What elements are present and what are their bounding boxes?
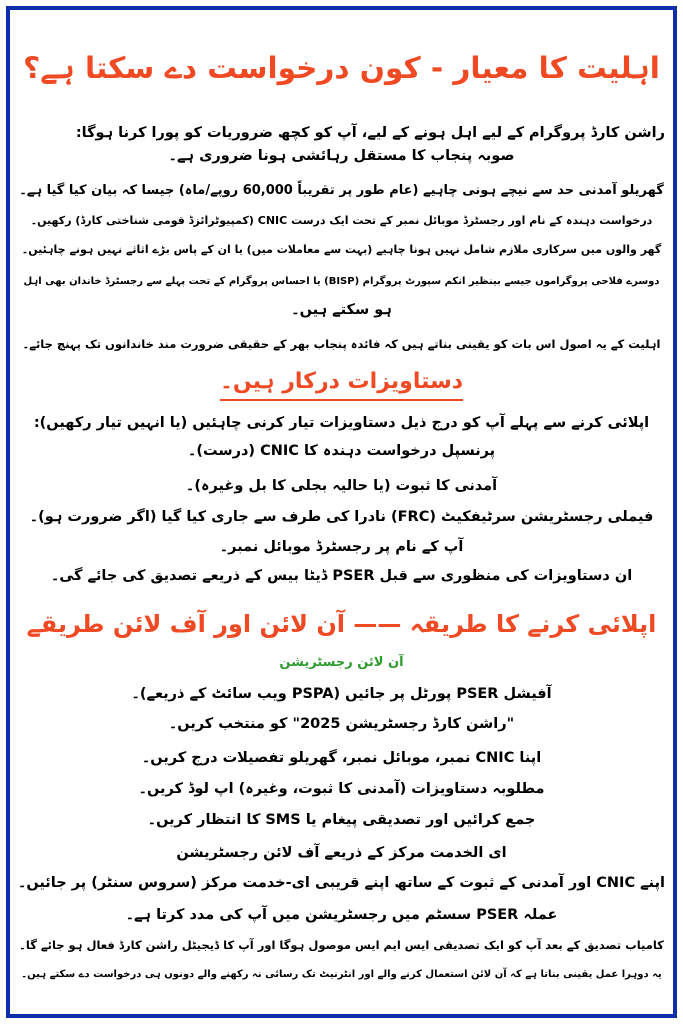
eligibility-item: گھر والوں میں سرکاری ملازم شامل نہیں ہونا چاہیے (بہت سے معاملات میں) یا ان کے پاس بڑے اثاثے نہیں ہونے چاہئیں۔ xyxy=(21,243,662,256)
eligibility-item: ہو سکتے ہیں۔ xyxy=(291,302,392,318)
apply-outro: کامیاب تصدیق کے بعد آپ کو ایک تصدیقی ایس ایم ایس موصول ہوگا اور آپ کا ڈیجیٹل راشن کارڈ فعال ہو جائے گا۔ xyxy=(19,938,664,952)
documents-heading-text: دستاویزات درکار ہیں۔ xyxy=(220,367,463,401)
apply-heading: اپلائی کرنے کا طریقہ —— آن لائن اور آف لائن طریقے xyxy=(26,610,657,638)
apply-step: اپنا CNIC نمبر، موبائل نمبر، گھریلو تفصیلات درج کریں۔ xyxy=(141,750,542,766)
document-item: فیملی رجسٹریشن سرٹیفکیٹ (FRC) نادرا کی طرف سے جاری کیا گیا (اگر ضرورت ہو)۔ xyxy=(29,509,654,525)
documents-heading xyxy=(18,367,665,401)
document-item: ان دستاویزات کی منظوری سے قبل PSER ڈیٹا بیس کے ذریعے تصدیق کی جائے گی۔ xyxy=(50,568,633,584)
eligibility-item: دوسرے فلاحی پروگراموں جیسے بینظیر انکم سپورٹ پروگرام (BISP) یا احساس پروگرام کے تحت پہلے سے رجسٹرڈ خاندان بھی اہل xyxy=(23,276,660,287)
online-registration-label: آن لائن رجسٹریشن xyxy=(279,655,404,670)
document-item: پرنسپل درخواست دہندہ کا CNIC (درست)۔ xyxy=(187,443,496,459)
eligibility-item: صوبہ پنجاب کا مستقل رہائشی ہونا ضروری ہے۔ xyxy=(168,148,515,164)
page-title: اہلیت کا معیار - کون درخواست دے سکتا ہے؟ xyxy=(23,51,660,85)
apply-step: اپنے CNIC اور آمدنی کے ثبوت کے ساتھ اپنے قریبی ای-خدمت مرکز (سروس سنٹر) پر جائیں۔ xyxy=(17,875,665,891)
apply-step: عملہ PSER سسٹم میں رجسٹریشن میں آپ کی مدد کرتا ہے۔ xyxy=(125,907,558,923)
apply-step: آفیشل PSER پورٹل پر جائیں (PSPA ویب سائٹ کے ذریعے)۔ xyxy=(131,686,552,702)
apply-outro: یہ دوہرا عمل یقینی بناتا ہے کہ آن لائن استعمال کرنے والے اور انٹرنیٹ تک رسائی نہ رکھنے والے دونوں ہی درخواست دے سکتے ہیں۔ xyxy=(21,969,662,980)
eligibility-intro: راشن کارڈ پروگرام کے لیے اہل ہونے کے لیے، آپ کو کچھ ضروریات کو پورا کرنا ہوگا: xyxy=(75,125,665,141)
apply-step: ای الخدمت مرکز کے ذریعے آف لائن رجسٹریشن xyxy=(176,845,507,861)
eligibility-item: گھریلو آمدنی حد سے نیچے ہونی چاہیے (عام طور پر تقریباً 60,000 روپے/ماہ) جیسا کہ بیان کیا گیا ہے۔ xyxy=(19,183,664,198)
documents-intro: اپلائی کرنے سے پہلے آپ کو درج ذیل دستاویزات تیار کرنی چاہئیں (یا انہیں تیار رکھیں): xyxy=(33,415,650,431)
document-item: آمدنی کا ثبوت (یا حالیہ بجلی کا بل وغیرہ)۔ xyxy=(185,478,498,494)
eligibility-note: اہلیت کے یہ اصول اس بات کو یقینی بناتے ہیں کہ فائدہ پنجاب بھر کے حقیقی ضرورت مند خاندانوں تک پہنچ جائے۔ xyxy=(22,337,661,351)
apply-step: "راشن کارڈ رجسٹریشن 2025" کو منتخب کریں۔ xyxy=(168,716,515,732)
document-item: آپ کے نام پر رجسٹرڈ موبائل نمبر۔ xyxy=(219,539,464,555)
apply-step: جمع کرائیں اور تصدیقی پیغام یا SMS کا انتظار کریں۔ xyxy=(147,812,536,828)
eligibility-item: درخواست دہندہ کے نام اور رجسٹرڈ موبائل نمبر کے تحت ایک درست CNIC (کمپیوٹرائزڈ قومی شناختی کارڈ) رکھیں۔ xyxy=(30,214,653,227)
apply-step: مطلوبہ دستاویزات (آمدنی کا ثبوت، وغیرہ) اپ لوڈ کریں۔ xyxy=(138,781,545,797)
